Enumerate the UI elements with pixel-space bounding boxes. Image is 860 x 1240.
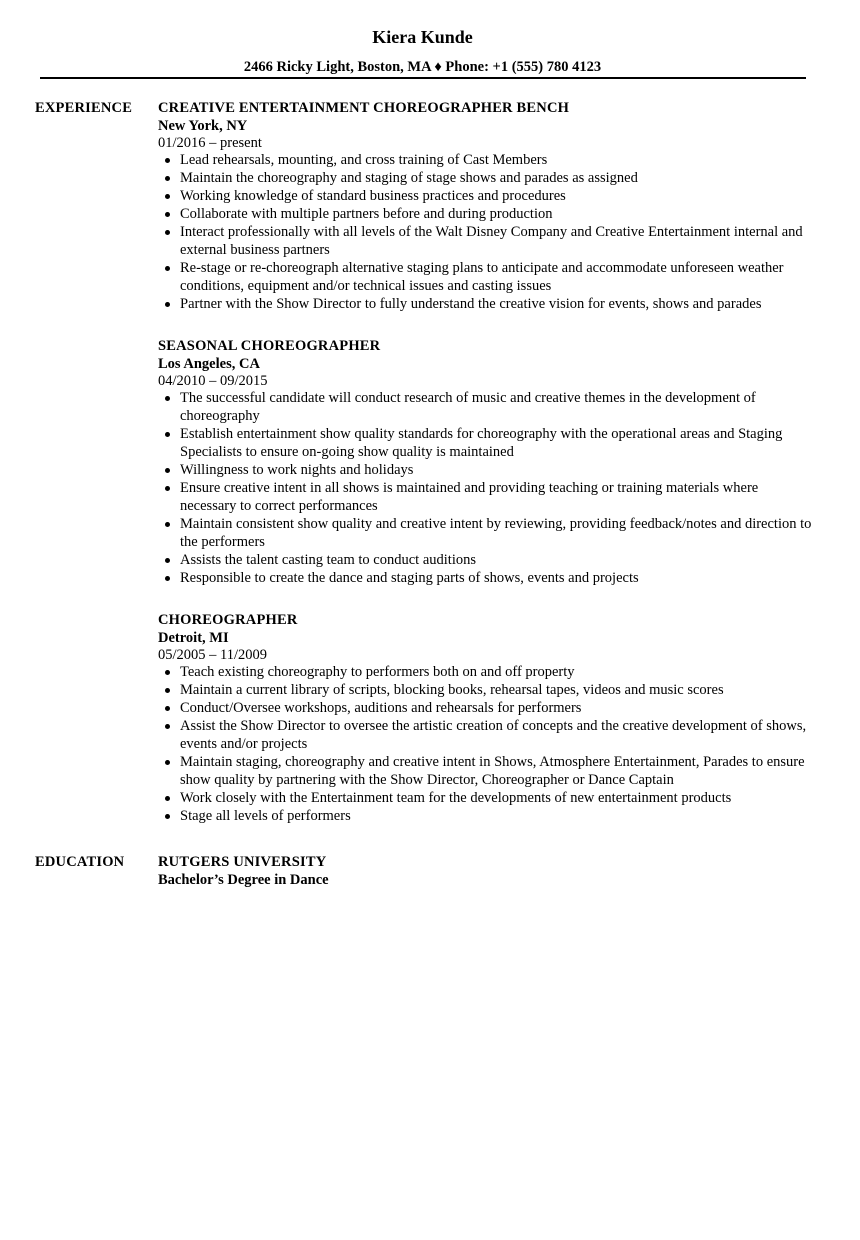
job-dates: 05/2005 – 11/2009 xyxy=(158,647,268,663)
candidate-name: Kiera Kunde xyxy=(372,27,473,47)
bullet-item: Assists the talent casting team to conduct auditions xyxy=(180,551,818,569)
bullet-item: The successful candidate will conduct research of music and creative themes in the development of choreography xyxy=(180,389,818,425)
bullet-item: Ensure creative intent in all shows is maintained and providing teaching or training materials where necessary to correct performances xyxy=(180,479,818,515)
bullet-item: Collaborate with multiple partners before and during production xyxy=(180,205,818,223)
bullet-item: Work closely with the Entertainment team for the developments of new entertainment products xyxy=(180,789,818,807)
education-content xyxy=(158,853,818,889)
job-bullets xyxy=(158,151,818,313)
job-entry xyxy=(158,99,818,313)
job-location: Los Angeles, CA xyxy=(158,356,260,372)
bullet-item: Maintain consistent show quality and creative intent by reviewing, providing feedback/notes and direction to the performers xyxy=(180,515,818,551)
job-title: CHOREOGRAPHER xyxy=(158,612,298,628)
bullet-item: Stage all levels of performers xyxy=(180,807,818,825)
job-dates: 04/2010 – 09/2015 xyxy=(158,373,268,389)
school-name: RUTGERS UNIVERSITY xyxy=(158,854,327,870)
job-dates: 01/2016 – present xyxy=(158,135,262,151)
bullet-item: Establish entertainment show quality standards for choreography with the operational areas and Staging Specialists to ensure on-going show quality is maintained xyxy=(180,425,818,461)
degree: Bachelor’s Degree in Dance xyxy=(158,872,329,888)
job-bullets xyxy=(158,663,818,825)
bullet-item: Responsible to create the dance and staging parts of shows, events and projects xyxy=(180,569,818,587)
contact-line: 2466 Ricky Light, Boston, MA ♦ Phone: +1 (555) 780 4123 xyxy=(243,59,602,75)
experience-content xyxy=(158,99,818,849)
bullet-item: Lead rehearsals, mounting, and cross training of Cast Members xyxy=(180,151,818,169)
bullet-item: Maintain the choreography and staging of stage shows and parades as assigned xyxy=(180,169,818,187)
bullet-item: Maintain a current library of scripts, blocking books, rehearsal tapes, videos and music scores xyxy=(180,681,818,699)
education-label: EDUCATION xyxy=(35,854,125,870)
bullet-item: Partner with the Show Director to fully understand the creative vision for events, shows and parades xyxy=(180,295,818,313)
bullet-item: Maintain staging, choreography and creative intent in Shows, Atmosphere Entertainment, Parades to ensure show quality by partnering with the Show Director, Choreographer or Dance Captain xyxy=(180,753,818,789)
bullet-item: Teach existing choreography to performers both on and off property xyxy=(180,663,818,681)
job-bullets xyxy=(158,389,818,587)
job-title: CREATIVE ENTERTAINMENT CHOREOGRAPHER BENCH xyxy=(158,100,570,116)
bullet-item: Interact professionally with all levels of the Walt Disney Company and Creative Entertainment internal and external business partners xyxy=(180,223,818,259)
job-location: New York, NY xyxy=(158,118,248,134)
job-entry xyxy=(158,337,818,587)
bullet-item: Working knowledge of standard business practices and procedures xyxy=(180,187,818,205)
bullet-item: Conduct/Oversee workshops, auditions and rehearsals for performers xyxy=(180,699,818,717)
experience-label: EXPERIENCE xyxy=(35,100,133,116)
header-divider xyxy=(40,77,806,79)
bullet-item: Willingness to work nights and holidays xyxy=(180,461,818,479)
job-title: SEASONAL CHOREOGRAPHER xyxy=(158,338,381,354)
bullet-item: Assist the Show Director to oversee the artistic creation of concepts and the creative development of shows, events and/or projects xyxy=(180,717,818,753)
job-entry xyxy=(158,611,818,825)
job-location: Detroit, MI xyxy=(158,630,229,646)
bullet-item: Re-stage or re-choreograph alternative staging plans to anticipate and accommodate unforeseen weather conditions, equipment and/or technical issues and casting issues xyxy=(180,259,818,295)
